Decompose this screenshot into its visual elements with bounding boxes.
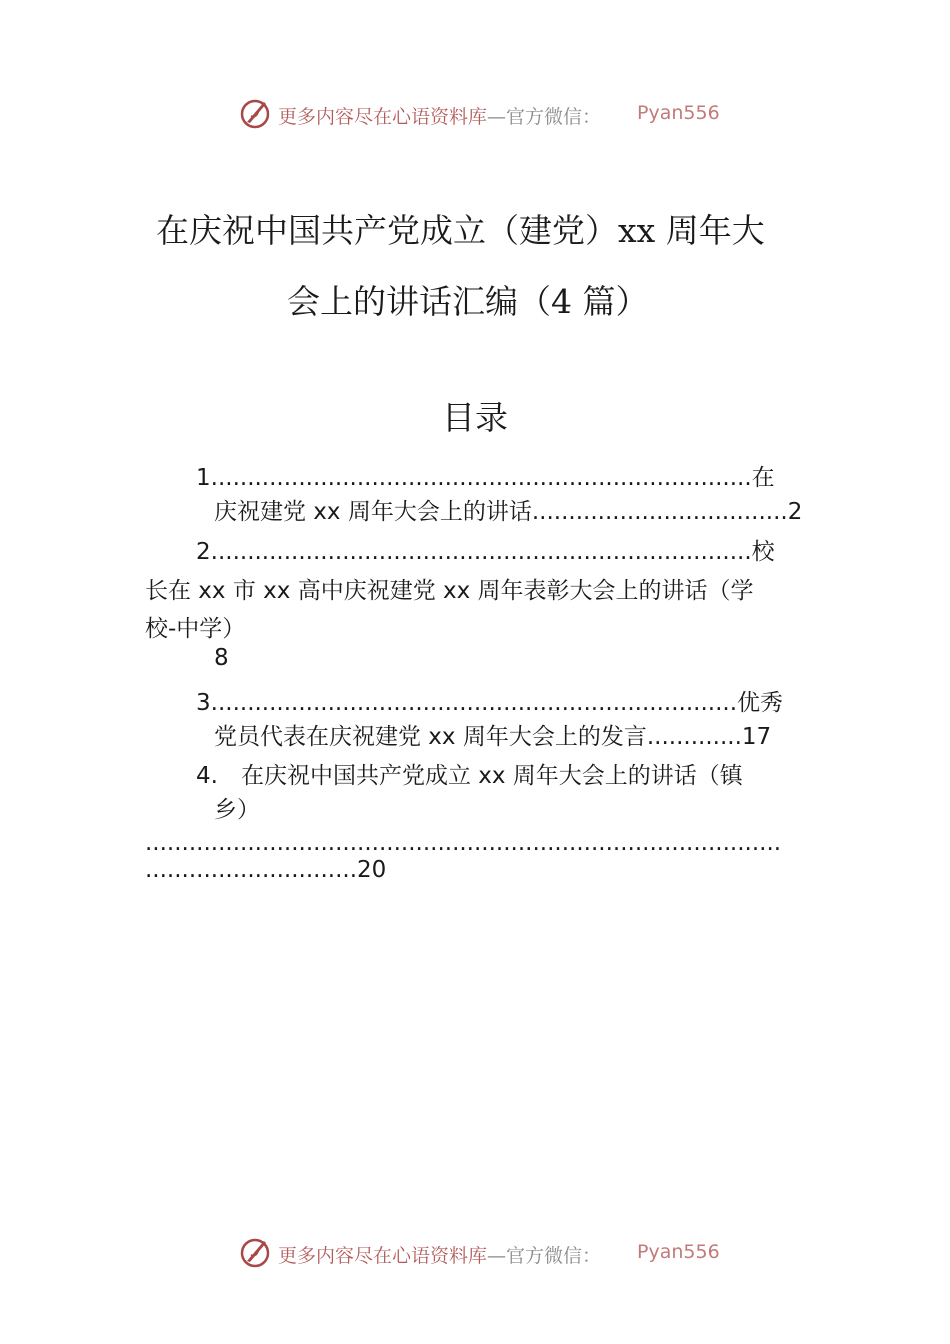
watermark-wechat-id: Pyan556 xyxy=(637,102,720,124)
toc-entry-3-line2[interactable]: 党员代表在庆祝建党 xx 周年大会上的发言.............17 xyxy=(214,724,772,750)
document-title-line1: 在庆祝中国共产党成立（建党）xx 周年大 xyxy=(156,211,765,250)
watermark-text: 更多内容尽在心语资料库—官方微信： xyxy=(278,1245,602,1267)
watermark-wechat-id: Pyan556 xyxy=(637,1241,720,1263)
document-title-line2: 会上的讲话汇编（4 篇） xyxy=(287,282,649,321)
quill-logo-icon xyxy=(238,96,272,130)
toc-entry-2-line1[interactable]: 2..........................................................................校 xyxy=(196,539,775,565)
toc-entry-3-line1[interactable]: 3........................................................................优秀 xyxy=(196,690,784,716)
toc-heading: 目录 xyxy=(442,398,508,437)
header-watermark xyxy=(0,94,950,134)
toc-entry-4-line2[interactable]: 乡） xyxy=(214,797,260,823)
toc-entry-2-line4[interactable]: 8 xyxy=(214,645,229,671)
toc-entry-4-line3[interactable]: ....................................................................................... xyxy=(145,830,782,856)
toc-entry-4-line1[interactable]: 4. 在庆祝中国共产党成立 xx 周年大会上的讲话（镇 xyxy=(196,763,743,789)
toc-entry-1-line2[interactable]: 庆祝建党 xx 周年大会上的讲话...................................2 xyxy=(214,499,803,525)
toc-entry-4-line4[interactable]: .............................20 xyxy=(145,857,387,883)
footer-watermark xyxy=(0,1233,950,1273)
toc-entry-2-line3[interactable]: 校-中学） xyxy=(145,616,246,642)
toc-entry-2-line2[interactable]: 长在 xx 市 xx 高中庆祝建党 xx 周年表彰大会上的讲话（学 xyxy=(145,578,754,604)
quill-logo-icon xyxy=(238,1235,272,1269)
toc-entry-1-line1[interactable]: 1..........................................................................在 xyxy=(196,465,775,491)
watermark-text: 更多内容尽在心语资料库—官方微信： xyxy=(278,106,602,128)
